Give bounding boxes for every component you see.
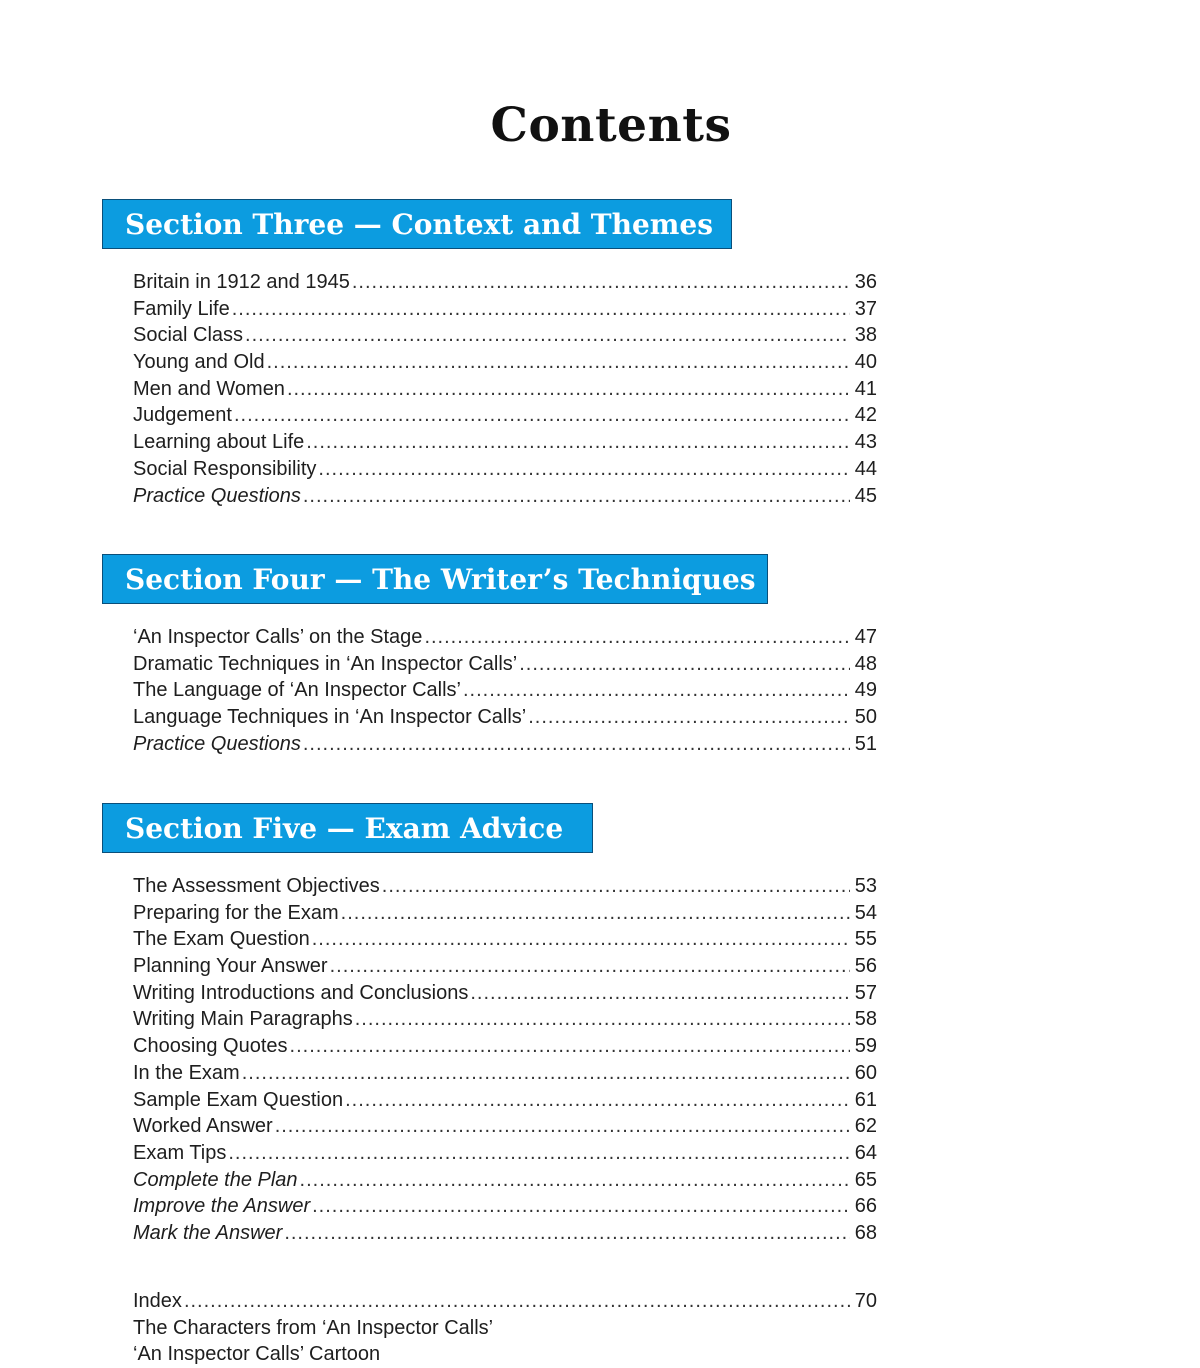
toc-page-number: 62 [854,1115,877,1138]
toc-entry-title: Social Responsibility [133,457,317,480]
toc-entry-title: Judgement [133,404,232,427]
toc-entry [133,376,877,403]
toc-entry-title: Dramatic Techniques in ‘An Inspector Calls’ [133,652,518,675]
toc-entry [133,1288,877,1315]
toc-page-number: 37 [854,297,877,320]
dot-leader [424,624,850,651]
dot-leader [341,900,850,927]
toc-list-section-three [133,269,877,509]
toc-entry [133,980,877,1007]
toc-entry-title: Social Class [133,324,244,347]
toc-entry [133,926,877,953]
toc-entry-title: Writing Main Paragraphs [133,1008,353,1031]
toc-entry-title: ‘An Inspector Calls’ Cartoon [133,1343,381,1366]
dot-leader [284,1220,850,1247]
toc-entry-title: Practice Questions [133,484,301,507]
toc-entry [133,1167,877,1194]
dot-leader [352,269,850,296]
toc-entry-title: The Language of ‘An Inspector Calls’ [133,679,461,702]
dot-leader [330,953,850,980]
toc-page-number: 61 [854,1088,877,1111]
toc-entry-title: The Exam Question [133,928,310,951]
toc-entry-title: Sample Exam Question [133,1088,344,1111]
toc-page-number: 45 [854,484,877,507]
toc-entry-title: Complete the Plan [133,1168,298,1191]
dot-leader [382,873,850,900]
toc-entry [133,1220,877,1247]
toc-page-number: 53 [854,875,877,897]
dot-leader [355,1006,850,1033]
toc-entry [133,429,877,456]
dot-leader [303,483,850,510]
toc-page-number: 44 [854,457,877,480]
toc-page-number: 60 [854,1061,877,1084]
toc-page-number: 70 [854,1290,877,1312]
toc-entry [133,1140,877,1167]
toc-entry [133,296,877,323]
dot-leader [234,402,850,429]
toc-entry [133,651,877,678]
toc-entry-title: In the Exam [133,1061,240,1084]
toc-entry-title: Mark the Answer [133,1221,283,1244]
dot-leader [306,429,850,456]
toc-page-number: 57 [854,981,877,1004]
toc-page-number: 66 [854,1195,877,1218]
toc-page-number: 41 [854,377,877,400]
toc-entry [133,1060,877,1087]
toc-page-number: 47 [854,626,877,648]
toc-list-section-four [133,624,877,757]
toc-entry [133,731,877,758]
dot-leader [519,651,850,678]
dot-leader [300,1167,850,1194]
toc-entry [133,704,877,731]
dot-leader [245,322,850,349]
dot-leader [312,926,850,953]
toc-entry-title: Britain in 1912 and 1945 [133,271,350,293]
section-header-four: Section Four — The Writer’s Techniques [102,554,768,604]
toc-entry [133,1006,877,1033]
toc-page-number: 48 [854,652,877,675]
toc-page-number: 38 [854,324,877,347]
toc-page-number: 36 [854,271,877,293]
toc-list-extra [133,1288,877,1368]
toc-page-number: 64 [854,1141,877,1164]
toc-page-number: 50 [854,706,877,729]
dot-leader [303,731,850,758]
section-header-five: Section Five — Exam Advice [102,803,593,853]
toc-page-number: 49 [854,679,877,702]
toc-page-number: 65 [854,1168,877,1191]
toc-entry [133,1193,877,1220]
toc-page-number: 40 [854,351,877,374]
toc-entry [133,953,877,980]
toc-entry [133,402,877,429]
toc-entry [133,1087,877,1114]
toc-entry-title: ‘An Inspector Calls’ on the Stage [133,626,423,648]
toc-entry [133,677,877,704]
toc-entry-title: Young and Old [133,351,265,374]
toc-entry [133,624,877,651]
toc-page-number: 58 [854,1008,877,1031]
toc-page-number: 59 [854,1035,877,1058]
toc-entry-title: Learning about Life [133,431,305,454]
toc-entry-title: Preparing for the Exam [133,901,339,924]
dot-leader [345,1087,850,1114]
toc-entry [133,1341,877,1368]
toc-entry-title: Exam Tips [133,1141,227,1164]
toc-entry [133,1033,877,1060]
toc-entry-title: Men and Women [133,377,285,400]
toc-entry-title: Choosing Quotes [133,1035,288,1058]
dot-leader [290,1033,850,1060]
toc-entry [133,1113,877,1140]
dot-leader [275,1113,850,1140]
dot-leader [232,296,850,323]
toc-entry [133,456,877,483]
toc-page-number: 42 [854,404,877,427]
dot-leader [470,980,850,1007]
toc-entry [133,349,877,376]
toc-entry-title: Family Life [133,297,230,320]
toc-entry [133,483,877,510]
toc-page-number: 55 [854,928,877,951]
page-title: Contents [490,98,732,153]
dot-leader [267,349,850,376]
dot-leader [184,1288,850,1315]
toc-entry-title: The Assessment Objectives [133,875,380,897]
dot-leader [228,1140,850,1167]
toc-entry-title: Index [133,1290,182,1312]
dot-leader [242,1060,850,1087]
section-header-three: Section Three — Context and Themes [102,199,732,249]
toc-page-number: 43 [854,431,877,454]
dot-leader [318,456,850,483]
toc-entry-title: Improve the Answer [133,1195,311,1218]
toc-entry [133,322,877,349]
toc-page-number: 51 [854,732,877,755]
toc-entry-title: Worked Answer [133,1115,273,1138]
toc-entry-title: Planning Your Answer [133,955,328,978]
toc-list-section-five [133,873,877,1247]
toc-page-number: 56 [854,955,877,978]
toc-entry [133,873,877,900]
toc-entry [133,1315,877,1342]
toc-entry [133,900,877,927]
toc-entry [133,269,877,296]
dot-leader [463,677,850,704]
dot-leader [312,1193,850,1220]
toc-entry-title: Writing Introductions and Conclusions [133,981,469,1004]
toc-entry-title: The Characters from ‘An Inspector Calls’ [133,1316,494,1339]
dot-leader [528,704,850,731]
toc-entry-title: Practice Questions [133,732,301,755]
toc-entry-title: Language Techniques in ‘An Inspector Calls’ [133,706,527,729]
dot-leader [287,376,850,403]
toc-page-number: 68 [854,1221,877,1244]
toc-page-number: 54 [854,901,877,924]
